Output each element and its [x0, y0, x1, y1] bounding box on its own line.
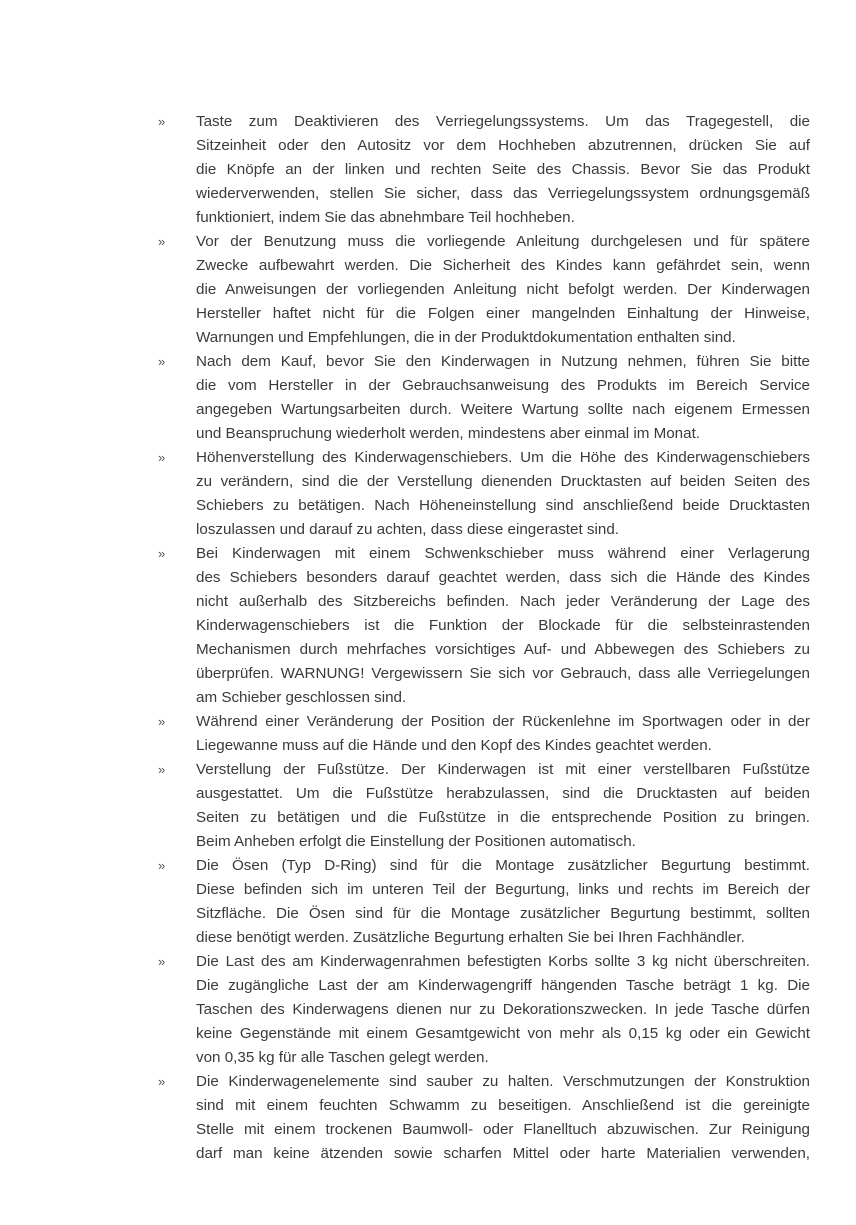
paragraph-line: darf man keine ätzenden sowie scharfen Mittel oder harte Materialien verwenden, [196, 1145, 810, 1162]
paragraph-line: Diese befinden sich im unteren Teil der Begurtung, links und rechts im Bereich der [196, 881, 810, 898]
list-item [158, 758, 812, 854]
paragraph-line: Die Kinderwagenelemente sind sauber zu halten. Verschmutzungen der Konstruktion [196, 1073, 810, 1090]
paragraph-line: Verstellung der Fußstütze. Der Kinderwagen ist mit einer verstellbaren Fußstütze [196, 761, 810, 778]
paragraph-line: Die zugängliche Last der am Kinderwagengriff hängenden Tasche beträgt 1 kg. Die [196, 977, 810, 994]
paragraph-line: Liegewanne muss auf die Hände und den Kopf des Kindes geachtet werden. [196, 737, 712, 754]
instruction-list [158, 110, 812, 1166]
paragraph-line: am Schieber geschlossen sind. [196, 689, 407, 706]
paragraph-line: Taschen des Kinderwagens dienen nur zu Dekorationszwecken. In jede Tasche dürfen [196, 1001, 810, 1018]
paragraph-line: überprüfen. WARNUNG! Vergewissern Sie sich vor Gebrauch, dass alle Verriegelungen [196, 665, 810, 682]
paragraph-line: die Anweisungen der vorliegenden Anleitung nicht befolgt werden. Der Kinderwagen [196, 281, 810, 298]
paragraph-line: Mechanismen durch mehrfaches vorsichtiges Auf- und Abbewegen des Schiebers zu [196, 641, 810, 658]
paragraph-line: die Knöpfe an der linken und rechten Seite des Chassis. Bevor Sie das Produkt [196, 161, 810, 178]
paragraph-line: von 0,35 kg für alle Taschen gelegt werden. [196, 1049, 489, 1066]
paragraph-line: Stelle mit einem trockenen Baumwoll- oder Flanelltuch abzuwischen. Zur Reinigung [196, 1121, 810, 1138]
paragraph-line: funktioniert, indem Sie das abnehmbare Teil hochheben. [196, 209, 575, 226]
list-item [158, 1070, 812, 1166]
list-item [158, 446, 812, 542]
paragraph-line: Nach dem Kauf, bevor Sie den Kinderwagen in Nutzung nehmen, führen Sie bitte [196, 353, 810, 370]
paragraph-line: Die Ösen (Typ D-Ring) sind für die Montage zusätzlicher Begurtung bestimmt. [196, 857, 810, 874]
paragraph-line: Bei Kinderwagen mit einem Schwenkschieber muss während einer Verlagerung [196, 545, 810, 562]
paragraph-line: des Schiebers besonders darauf geachtet werden, dass sich die Hände des Kindes [196, 569, 810, 586]
paragraph-line: Hersteller haftet nicht für die Folgen einer mangelnden Einhaltung der Hinweise, [196, 305, 810, 322]
list-item [158, 350, 812, 446]
bullet-icon: » [158, 114, 166, 129]
paragraph-line: Beim Anheben erfolgt die Einstellung der Positionen automatisch. [196, 833, 636, 850]
paragraph-line: Sitzfläche. Die Ösen sind für die Montage zusätzlicher Begurtung bestimmt, sollten [196, 905, 810, 922]
list-item [158, 854, 812, 950]
list-item [158, 542, 812, 710]
paragraph-line: Zwecke aufbewahrt werden. Die Sicherheit des Kindes kann gefährdet sein, wenn [196, 257, 810, 274]
paragraph-line: ausgestattet. Um die Fußstütze herabzulassen, sind die Drucktasten auf beiden [196, 785, 810, 802]
list-item [158, 710, 812, 758]
bullet-icon: » [158, 714, 166, 729]
paragraph-line: diese benötigt werden. Zusätzliche Begurtung erhalten Sie bei Ihren Fachhändler. [196, 929, 745, 946]
paragraph-line: sind mit einem feuchten Schwamm zu beseitigen. Anschließend ist die gereinigte [196, 1097, 810, 1114]
paragraph-line: zu verändern, sind die der Verstellung dienenden Drucktasten auf beiden Seiten des [196, 473, 810, 490]
list-item [158, 230, 812, 350]
bullet-icon: » [158, 450, 166, 465]
bullet-icon: » [158, 858, 166, 873]
paragraph-line: loszulassen und darauf zu achten, dass diese eingerastet sind. [196, 521, 619, 538]
paragraph-line: Kinderwagenschiebers ist die Funktion der Blockade für die selbsteinrastenden [196, 617, 810, 634]
list-item [158, 110, 812, 230]
paragraph-line: keine Gegenstände mit einem Gesamtgewicht von mehr als 0,15 kg oder ein Gewicht [196, 1025, 810, 1042]
paragraph-line: Sitzeinheit oder den Autositz vor dem Hochheben abzutrennen, drücken Sie auf [196, 137, 810, 154]
paragraph-line: Vor der Benutzung muss die vorliegende Anleitung durchgelesen und für spätere [196, 233, 810, 250]
paragraph-line: wiederverwenden, stellen Sie sicher, dass das Verriegelungssystem ordnungsgemäß [196, 185, 810, 202]
paragraph-line: nicht außerhalb des Sitzbereichs befinden. Nach jeder Veränderung der Lage des [196, 593, 810, 610]
bullet-icon: » [158, 354, 166, 369]
paragraph-line: Höhenverstellung des Kinderwagenschiebers. Um die Höhe des Kinderwagenschiebers [196, 449, 810, 466]
paragraph-line: Schiebers zu betätigen. Nach Höheneinstellung sind anschließend beide Drucktasten [196, 497, 810, 514]
paragraph-line: Die Last des am Kinderwagenrahmen befestigten Korbs sollte 3 kg nicht überschreiten. [196, 953, 810, 970]
bullet-icon: » [158, 954, 166, 969]
paragraph-line: Taste zum Deaktivieren des Verriegelungssystems. Um das Tragegestell, die [196, 113, 810, 130]
paragraph-line: die vom Hersteller in der Gebrauchsanweisung des Produkts im Bereich Service [196, 377, 810, 394]
paragraph-line: angegeben Wartungsarbeiten durch. Weitere Wartung sollte nach eigenem Ermessen [196, 401, 810, 418]
paragraph-line: und Beanspruchung wiederholt werden, mindestens aber einmal im Monat. [196, 425, 701, 442]
paragraph-line: Während einer Veränderung der Position der Rückenlehne im Sportwagen oder in der [196, 713, 810, 730]
bullet-icon: » [158, 546, 166, 561]
bullet-icon: » [158, 1074, 166, 1089]
bullet-icon: » [158, 762, 166, 777]
bullet-icon: » [158, 234, 166, 249]
paragraph-line: Warnungen und Empfehlungen, die in der Produktdokumentation enthalten sind. [196, 329, 736, 346]
list-item [158, 950, 812, 1070]
paragraph-line: Seiten zu betätigen und die Fußstütze in die entsprechende Position zu bringen. [196, 809, 810, 826]
